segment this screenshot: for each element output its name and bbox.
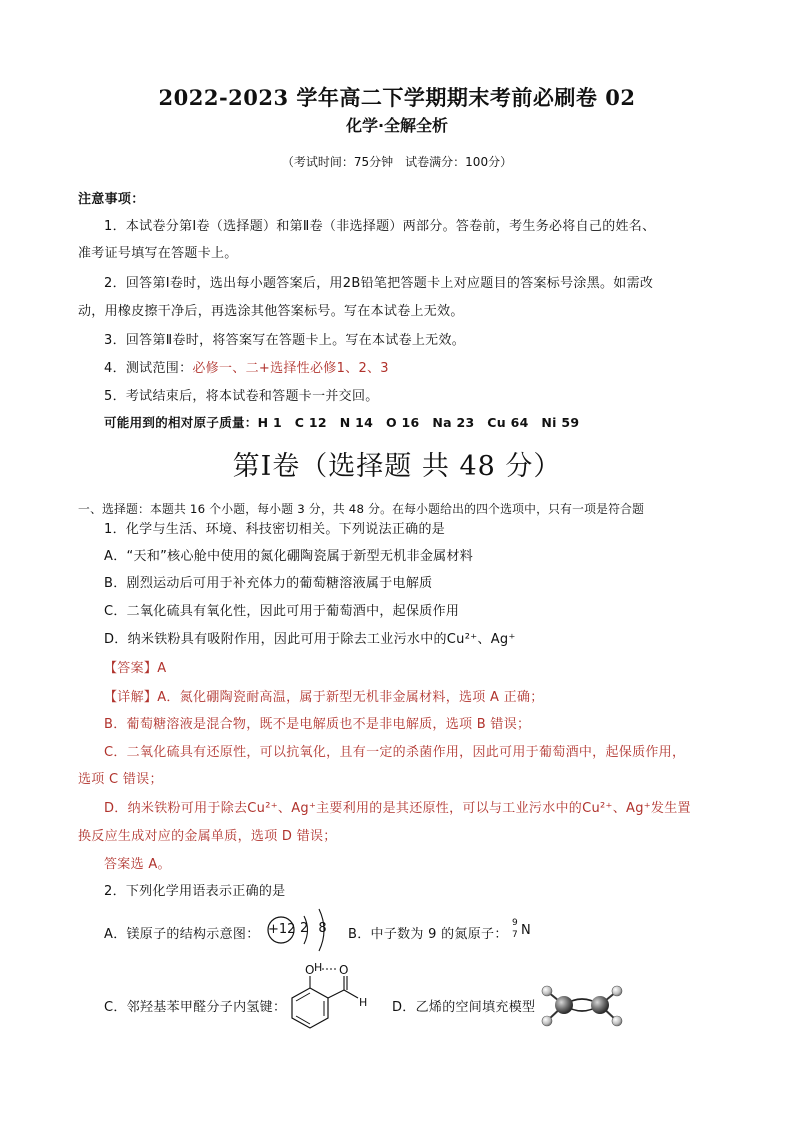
q1-detail-d-line-2: 换反应生成对应的金属单质，选项 D 错误； [78,829,337,844]
q1-conclusion: 答案选 A。 [104,857,171,872]
notice-item-4-prefix: 4．测试范围： [104,361,193,376]
q2-option-c: C．邻羟基苯甲醛分子内氢键： [104,1000,287,1015]
q2-option-b: B．中子数为 9 的氮原子： [348,927,508,942]
notice-heading: 注意事项： [78,192,145,207]
section-title: 第Ⅰ卷（选择题 共 48 分） [232,451,562,482]
notice-item-5: 5．考试结束后，将本试卷和答题卡一并交回。 [104,389,379,404]
notice-item-3: 3．回答第Ⅱ卷时，将答案写在答题卡上。写在本试卷上无效。 [104,333,466,348]
q2-option-d: D．乙烯的空间填充模型 [392,1000,536,1015]
section-instructions: 一、选择题：本题共 16 个小题，每小题 3 分，共 48 分。在每小题给出的四个选项中，只有一项是符合题 [78,502,645,516]
notice-item-1-line-2: 准考证号填写在答题卡上。 [78,246,238,261]
hydroxyl-oxygen: O [305,963,315,977]
q1-detail-c-line-1: C．二氧化硫具有还原性，可以抗氧化，且有一定的杀菌作用，因此可用于葡萄酒中，起保质作用， [104,745,686,760]
q2-stem: 2．下列化学用语表示正确的是 [104,884,286,899]
mass-number: 9 [512,918,518,928]
mg-nucleus-label: +12 [268,922,296,937]
q1-option-b: B．剧烈运动后可用于补充体力的葡萄糖溶液属于电解质 [104,576,433,591]
atomic-mass-line: 可能用到的相对原子质量：H 1 C 12 N 14 O 16 Na 23 Cu 64 Ni 59 [104,415,580,430]
q1-detail-a-text: A．氮化硼陶瓷耐高温，属于新型无机非金属材料，选项 A 正确； [157,690,544,705]
q1-option-d: D．纳米铁粉具有吸附作用，因此可用于除去工业污水中的Cu²⁺、Ag⁺ [104,632,516,647]
q2-option-a: A．镁原子的结构示意图： [104,927,260,942]
mg-shell-electrons: 2 8 [300,921,330,936]
atomic-number: 7 [512,930,518,940]
q1-detail-d-line-1: D．纳米铁粉可用于除去Cu²⁺、Ag⁺主要利用的是其还原性，可以与工业污水中的Cu²⁺、Ag⁺发生置 [104,801,691,816]
q1-option-c: C．二氧化硫具有氧化性，因此可用于葡萄酒中，起保质作用 [104,604,460,619]
notice-item-1-line-1: 1．本试卷分第Ⅰ卷（选择题）和第Ⅱ卷（非选择题）两部分。答卷前，考生务必将自己的姓名、 [104,219,656,234]
nitrogen-symbol: N [521,923,531,938]
hydroxyl-hydrogen: H [314,961,323,974]
aldehyde-hydrogen: H [359,996,368,1009]
exam-info: （考试时间：75分钟 试卷满分：100分） [281,155,513,169]
q1-detail-c-line-2: 选项 C 错误； [78,772,163,787]
notice-item-4 [104,357,389,376]
mg-atom-structure-diagram [264,902,336,958]
q1-stem: 1．化学与生活、环境、科技密切相关。下列说法正确的是 [104,522,446,537]
ethylene-space-filling-model [536,980,628,1030]
q1-detail-a [104,686,544,705]
q1-detail-b: B．葡萄糖溶液是混合物，既不是电解质也不是非电解质，选项 B 错误； [104,717,531,732]
q1-option-a: A．“天和”核心舱中使用的氮化硼陶瓷属于新型无机非金属材料 [104,549,474,564]
notice-item-2-line-2: 动，用橡皮擦干净后，再选涂其他答案标号。写在本试卷上无效。 [78,304,464,319]
test-range: 必修一、二+选择性必修1、2、3 [192,361,389,376]
q1-detail-label: 【详解】 [104,690,158,705]
page-subtitle: 化学·全解全析 [345,116,449,135]
o-hydroxybenzaldehyde-structure [286,960,378,1036]
nitrogen-isotope-notation [510,918,540,944]
page-title: 2022-2023 学年高二下学期期末考前必刷卷 02 [158,85,636,110]
carbonyl-oxygen: O [339,963,349,977]
notice-item-2-line-1: 2．回答第Ⅰ卷时，选出每小题答案后，用2B铅笔把答题卡上对应题目的答案标号涂黑。如需改 [104,276,654,291]
q1-answer: 【答案】A [104,661,167,676]
